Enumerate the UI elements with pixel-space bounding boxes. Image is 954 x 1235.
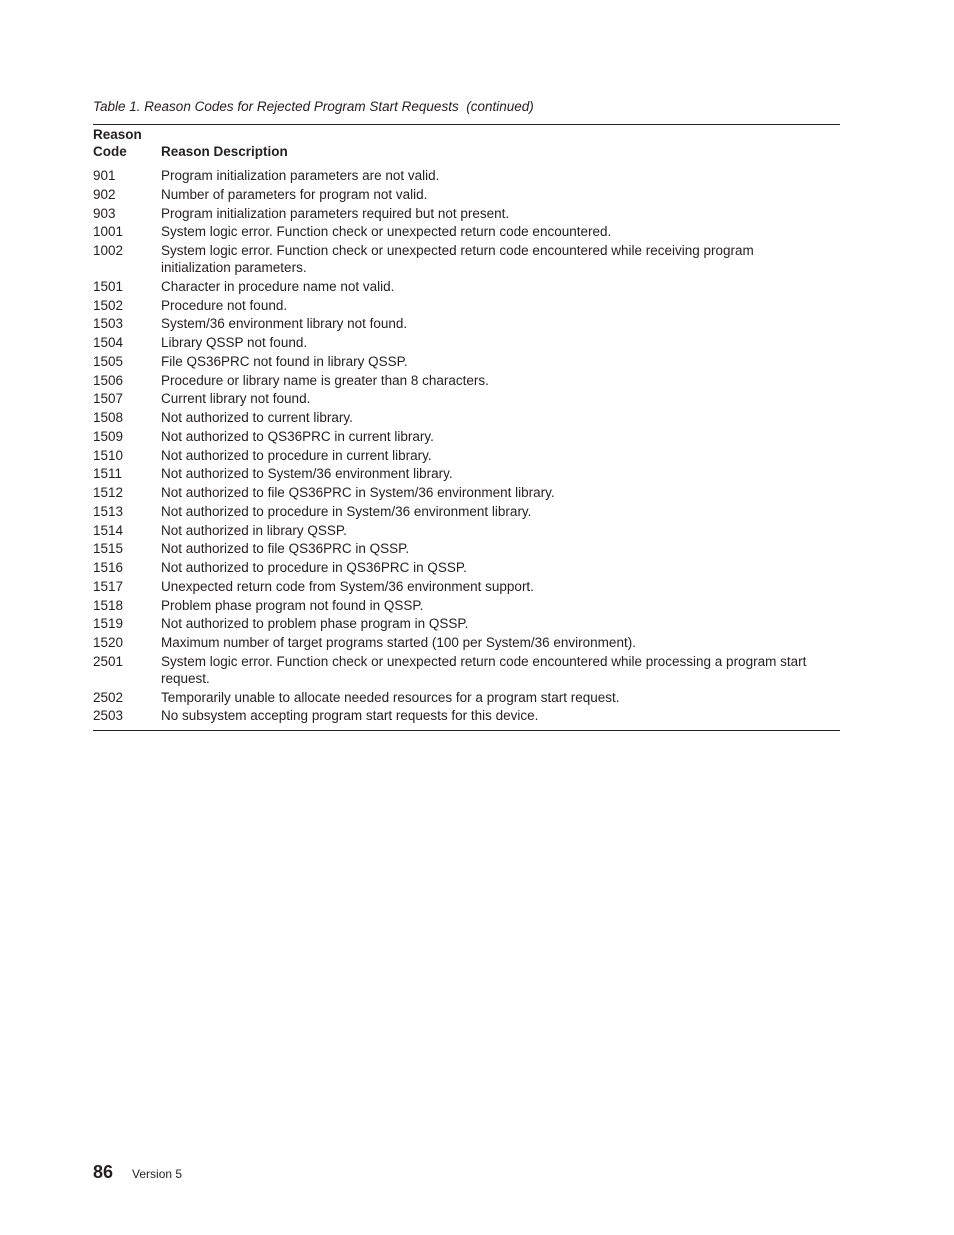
reason-code: 1508 — [93, 410, 124, 425]
reason-code: 902 — [93, 186, 116, 202]
reason-code: 1512 — [93, 485, 124, 500]
reason-code: 1514 — [93, 522, 124, 538]
table-caption: Table 1. Reason Codes for Rejected Program Start Requests (continued) — [93, 99, 534, 114]
reason-code: 1515 — [93, 541, 124, 557]
table-row — [93, 578, 840, 595]
version-label: Version 5 — [132, 1167, 183, 1181]
table-row — [93, 390, 840, 407]
reason-code: 1518 — [93, 597, 124, 613]
table-row — [93, 559, 840, 576]
reason-description: Program initialization parameters are not valid. — [161, 168, 440, 183]
reason-code: 1501 — [93, 278, 124, 294]
reason-description: Not authorized to System/36 environment library. — [161, 466, 453, 482]
page-number: 86 — [93, 1162, 114, 1182]
reason-description: Procedure or library name is greater than 8 characters. — [161, 372, 489, 388]
table-row — [93, 186, 840, 203]
reason-code: 1002 — [93, 243, 124, 258]
reason-code: 1507 — [93, 391, 124, 407]
reason-code: 1502 — [93, 297, 124, 313]
table-body — [93, 167, 840, 724]
reason-code: 1517 — [93, 578, 124, 594]
table-row — [93, 689, 840, 706]
reason-code: 1506 — [93, 372, 124, 388]
table-row — [93, 242, 840, 276]
reason-description: System logic error. Function check or unexpected return code encountered while receiving program initialization parameters. — [161, 243, 754, 275]
table-row — [93, 409, 840, 426]
reason-code: 1509 — [93, 428, 124, 444]
reason-description: Not authorized to current library. — [161, 410, 353, 425]
reason-description: Not authorized to file QS36PRC in QSSP. — [161, 541, 410, 557]
reason-description: System logic error. Function check or unexpected return code encountered while processing a program start request. — [161, 653, 807, 686]
table-row — [93, 205, 840, 222]
table-row — [93, 315, 840, 332]
reason-description: Not authorized in library QSSP. — [161, 522, 347, 538]
table-row — [93, 372, 840, 389]
table-row — [93, 503, 840, 520]
header-code-line2: Code — [93, 144, 127, 159]
reason-description: Number of parameters for program not valid. — [161, 186, 428, 202]
reason-code: 903 — [93, 205, 116, 221]
table-row — [93, 353, 840, 370]
table-row — [93, 707, 840, 724]
table-row — [93, 297, 840, 314]
reason-code: 1505 — [93, 353, 124, 369]
table-row — [93, 167, 840, 184]
reason-description: Not authorized to file QS36PRC in System/36 environment library. — [161, 485, 555, 500]
reason-description: Character in procedure name not valid. — [161, 278, 395, 294]
reason-code: 2503 — [93, 708, 124, 724]
header-reason-description: Reason Description — [161, 144, 288, 159]
reason-code: 1511 — [93, 466, 123, 482]
table-row — [93, 653, 840, 687]
reason-description: Current library not found. — [161, 391, 311, 407]
reason-code-table — [93, 124, 840, 731]
reason-code: 2502 — [93, 689, 124, 705]
reason-description: Temporarily unable to allocate needed resources for a program start request. — [161, 689, 620, 705]
table-row — [93, 634, 840, 651]
reason-code: 1503 — [93, 316, 124, 332]
reason-description: Unexpected return code from System/36 environment support. — [161, 578, 534, 594]
table-header-row — [93, 125, 840, 160]
table-row — [93, 540, 840, 557]
reason-code: 1519 — [93, 616, 124, 632]
reason-code: 1510 — [93, 447, 124, 463]
reason-description: Maximum number of target programs started (100 per System/36 environment). — [161, 635, 636, 650]
reason-code: 901 — [93, 168, 116, 183]
reason-description: Not authorized to problem phase program in QSSP. — [161, 616, 469, 632]
table-row — [93, 522, 840, 539]
table-row — [93, 597, 840, 614]
reason-description: File QS36PRC not found in library QSSP. — [161, 353, 408, 369]
reason-description: Library QSSP not found. — [161, 335, 308, 350]
reason-description: System/36 environment library not found. — [161, 316, 408, 332]
reason-description: System logic error. Function check or unexpected return code encountered. — [161, 224, 612, 240]
reason-code: 1520 — [93, 635, 124, 650]
header-reason-code — [93, 126, 161, 160]
reason-code: 1513 — [93, 503, 124, 519]
reason-description: Procedure not found. — [161, 297, 288, 313]
page-footer — [93, 1162, 182, 1183]
reason-code: 1516 — [93, 560, 124, 575]
table-row — [93, 447, 840, 464]
reason-description: Not authorized to procedure in System/36 environment library. — [161, 503, 532, 519]
table-row — [93, 223, 840, 240]
reason-description: No subsystem accepting program start requests for this device. — [161, 708, 539, 724]
reason-code: 1504 — [93, 335, 124, 350]
table-row — [93, 428, 840, 445]
header-code-line1: Reason — [93, 127, 142, 142]
table-row — [93, 465, 840, 482]
reason-code: 2501 — [93, 653, 124, 669]
reason-description: Not authorized to procedure in QS36PRC in QSSP. — [161, 560, 467, 575]
reason-description: Program initialization parameters required but not present. — [161, 205, 510, 221]
table-row — [93, 484, 840, 501]
reason-description: Not authorized to QS36PRC in current library. — [161, 428, 434, 444]
reason-description: Problem phase program not found in QSSP. — [161, 597, 424, 613]
table-row — [93, 278, 840, 295]
reason-code: 1001 — [93, 224, 124, 240]
reason-description: Not authorized to procedure in current library. — [161, 447, 432, 463]
table-row — [93, 334, 840, 351]
table-row — [93, 615, 840, 632]
